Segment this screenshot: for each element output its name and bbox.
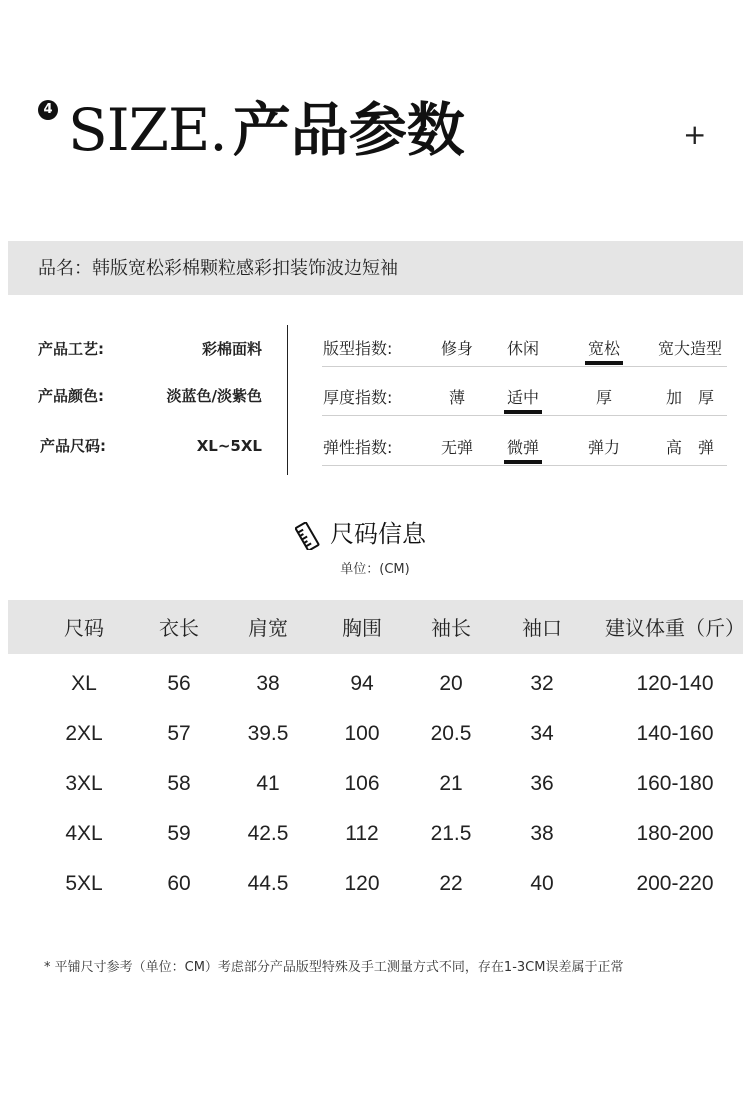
- table-cell: 106: [344, 772, 380, 795]
- table-header-cell: 尺码: [64, 616, 104, 640]
- index-option: 宽松: [587, 339, 620, 358]
- table-cell: 20: [439, 672, 463, 695]
- index-option: 厚: [595, 388, 612, 407]
- table-cell: 20.5: [430, 722, 472, 745]
- spec-label-color: 产品颜色:: [38, 387, 104, 405]
- spec-label-size: 产品尺码:: [40, 437, 106, 455]
- index-option: 修身: [440, 339, 473, 358]
- index-option: 加 厚: [665, 388, 714, 407]
- size-unit: 单位：(CM): [340, 562, 410, 577]
- index-option: 薄: [448, 388, 465, 407]
- table-cell: 34: [530, 722, 554, 745]
- product-name: 品名：韩版宽松彩棉颗粒感彩扣装饰波边短袖: [38, 258, 398, 279]
- spec-divider: [287, 325, 288, 475]
- page-title: [68, 92, 465, 168]
- table-header-cell: 肩宽: [248, 616, 288, 640]
- table-cell: 21: [439, 772, 463, 795]
- index-label: 版型指数:: [323, 339, 393, 358]
- table-header-cell: 胸围: [342, 616, 382, 640]
- table-cell: 120: [344, 872, 380, 895]
- table-header-cell: 袖长: [431, 616, 471, 640]
- table-cell: 21.5: [430, 822, 472, 845]
- size-cell: XL: [71, 672, 97, 695]
- table-cell: 60: [167, 872, 191, 895]
- table-cell: 42.5: [247, 822, 289, 845]
- index-option: 弹力: [587, 438, 620, 457]
- plus-icon[interactable]: +: [683, 118, 707, 151]
- selected-indicator: [504, 460, 542, 464]
- title-english: SIZE.: [68, 96, 227, 164]
- ruler-icon: [295, 522, 321, 550]
- table-cell: 40: [530, 872, 554, 895]
- index-option: 无弹: [440, 438, 473, 457]
- size-cell: 3XL: [65, 772, 103, 795]
- table-cell: 32: [530, 672, 554, 695]
- table-cell: 22: [439, 872, 463, 895]
- title-chinese: 产品参数: [232, 96, 465, 164]
- table-cell: 100: [344, 722, 380, 745]
- index-row-divider: [322, 465, 727, 466]
- table-cell: 59: [167, 822, 191, 845]
- table-cell: 200-220: [636, 872, 714, 895]
- table-cell: 180-200: [636, 822, 714, 845]
- index-label: 弹性指数:: [323, 438, 393, 457]
- table-cell: 112: [345, 822, 379, 845]
- index-option: 高 弹: [665, 438, 714, 457]
- spec-value-craft: 彩棉面料: [201, 340, 262, 358]
- size-info-title: 尺码信息: [330, 520, 426, 548]
- section-number-badge: 4: [38, 100, 58, 120]
- table-cell: 160-180: [636, 772, 714, 795]
- product-name-bar: [8, 241, 743, 295]
- table-cell: 94: [350, 672, 374, 695]
- table-cell: 36: [530, 772, 554, 795]
- selected-indicator: [504, 410, 542, 414]
- table-cell: 38: [530, 822, 554, 845]
- table-header-cell: 衣长: [159, 616, 199, 640]
- table-cell: 120-140: [636, 672, 714, 695]
- index-label: 厚度指数:: [323, 388, 393, 407]
- table-cell: 56: [167, 672, 191, 695]
- table-cell: 57: [167, 722, 191, 745]
- spec-value-size: XL~5XL: [196, 437, 262, 455]
- spec-label-craft: 产品工艺:: [38, 340, 104, 358]
- table-cell: 39.5: [247, 722, 289, 745]
- size-cell: 5XL: [65, 872, 103, 895]
- table-cell: 38: [256, 672, 280, 695]
- index-option: 微弹: [506, 438, 539, 457]
- size-cell: 2XL: [65, 722, 103, 745]
- index-option: 适中: [506, 388, 539, 407]
- table-cell: 140-160: [636, 722, 714, 745]
- table-cell: 58: [167, 772, 191, 795]
- measurement-note: * 平铺尺寸参考（单位：CM）考虑部分产品版型特殊及手工测量方式不同，存在1-3CM误差属于正常: [44, 960, 624, 975]
- index-row-divider: [322, 366, 727, 367]
- table-cell: 44.5: [247, 872, 289, 895]
- selected-indicator: [585, 361, 623, 365]
- index-option: 休闲: [506, 339, 539, 358]
- size-cell: 4XL: [65, 822, 103, 845]
- index-option: 宽大造型: [657, 339, 722, 358]
- table-header-cell: 建议体重（斤）: [605, 616, 745, 640]
- index-row-divider: [322, 415, 727, 416]
- table-header-cell: 袖口: [522, 616, 562, 640]
- table-cell: 41: [256, 772, 280, 795]
- spec-value-color: 淡蓝色/淡紫色: [166, 387, 262, 405]
